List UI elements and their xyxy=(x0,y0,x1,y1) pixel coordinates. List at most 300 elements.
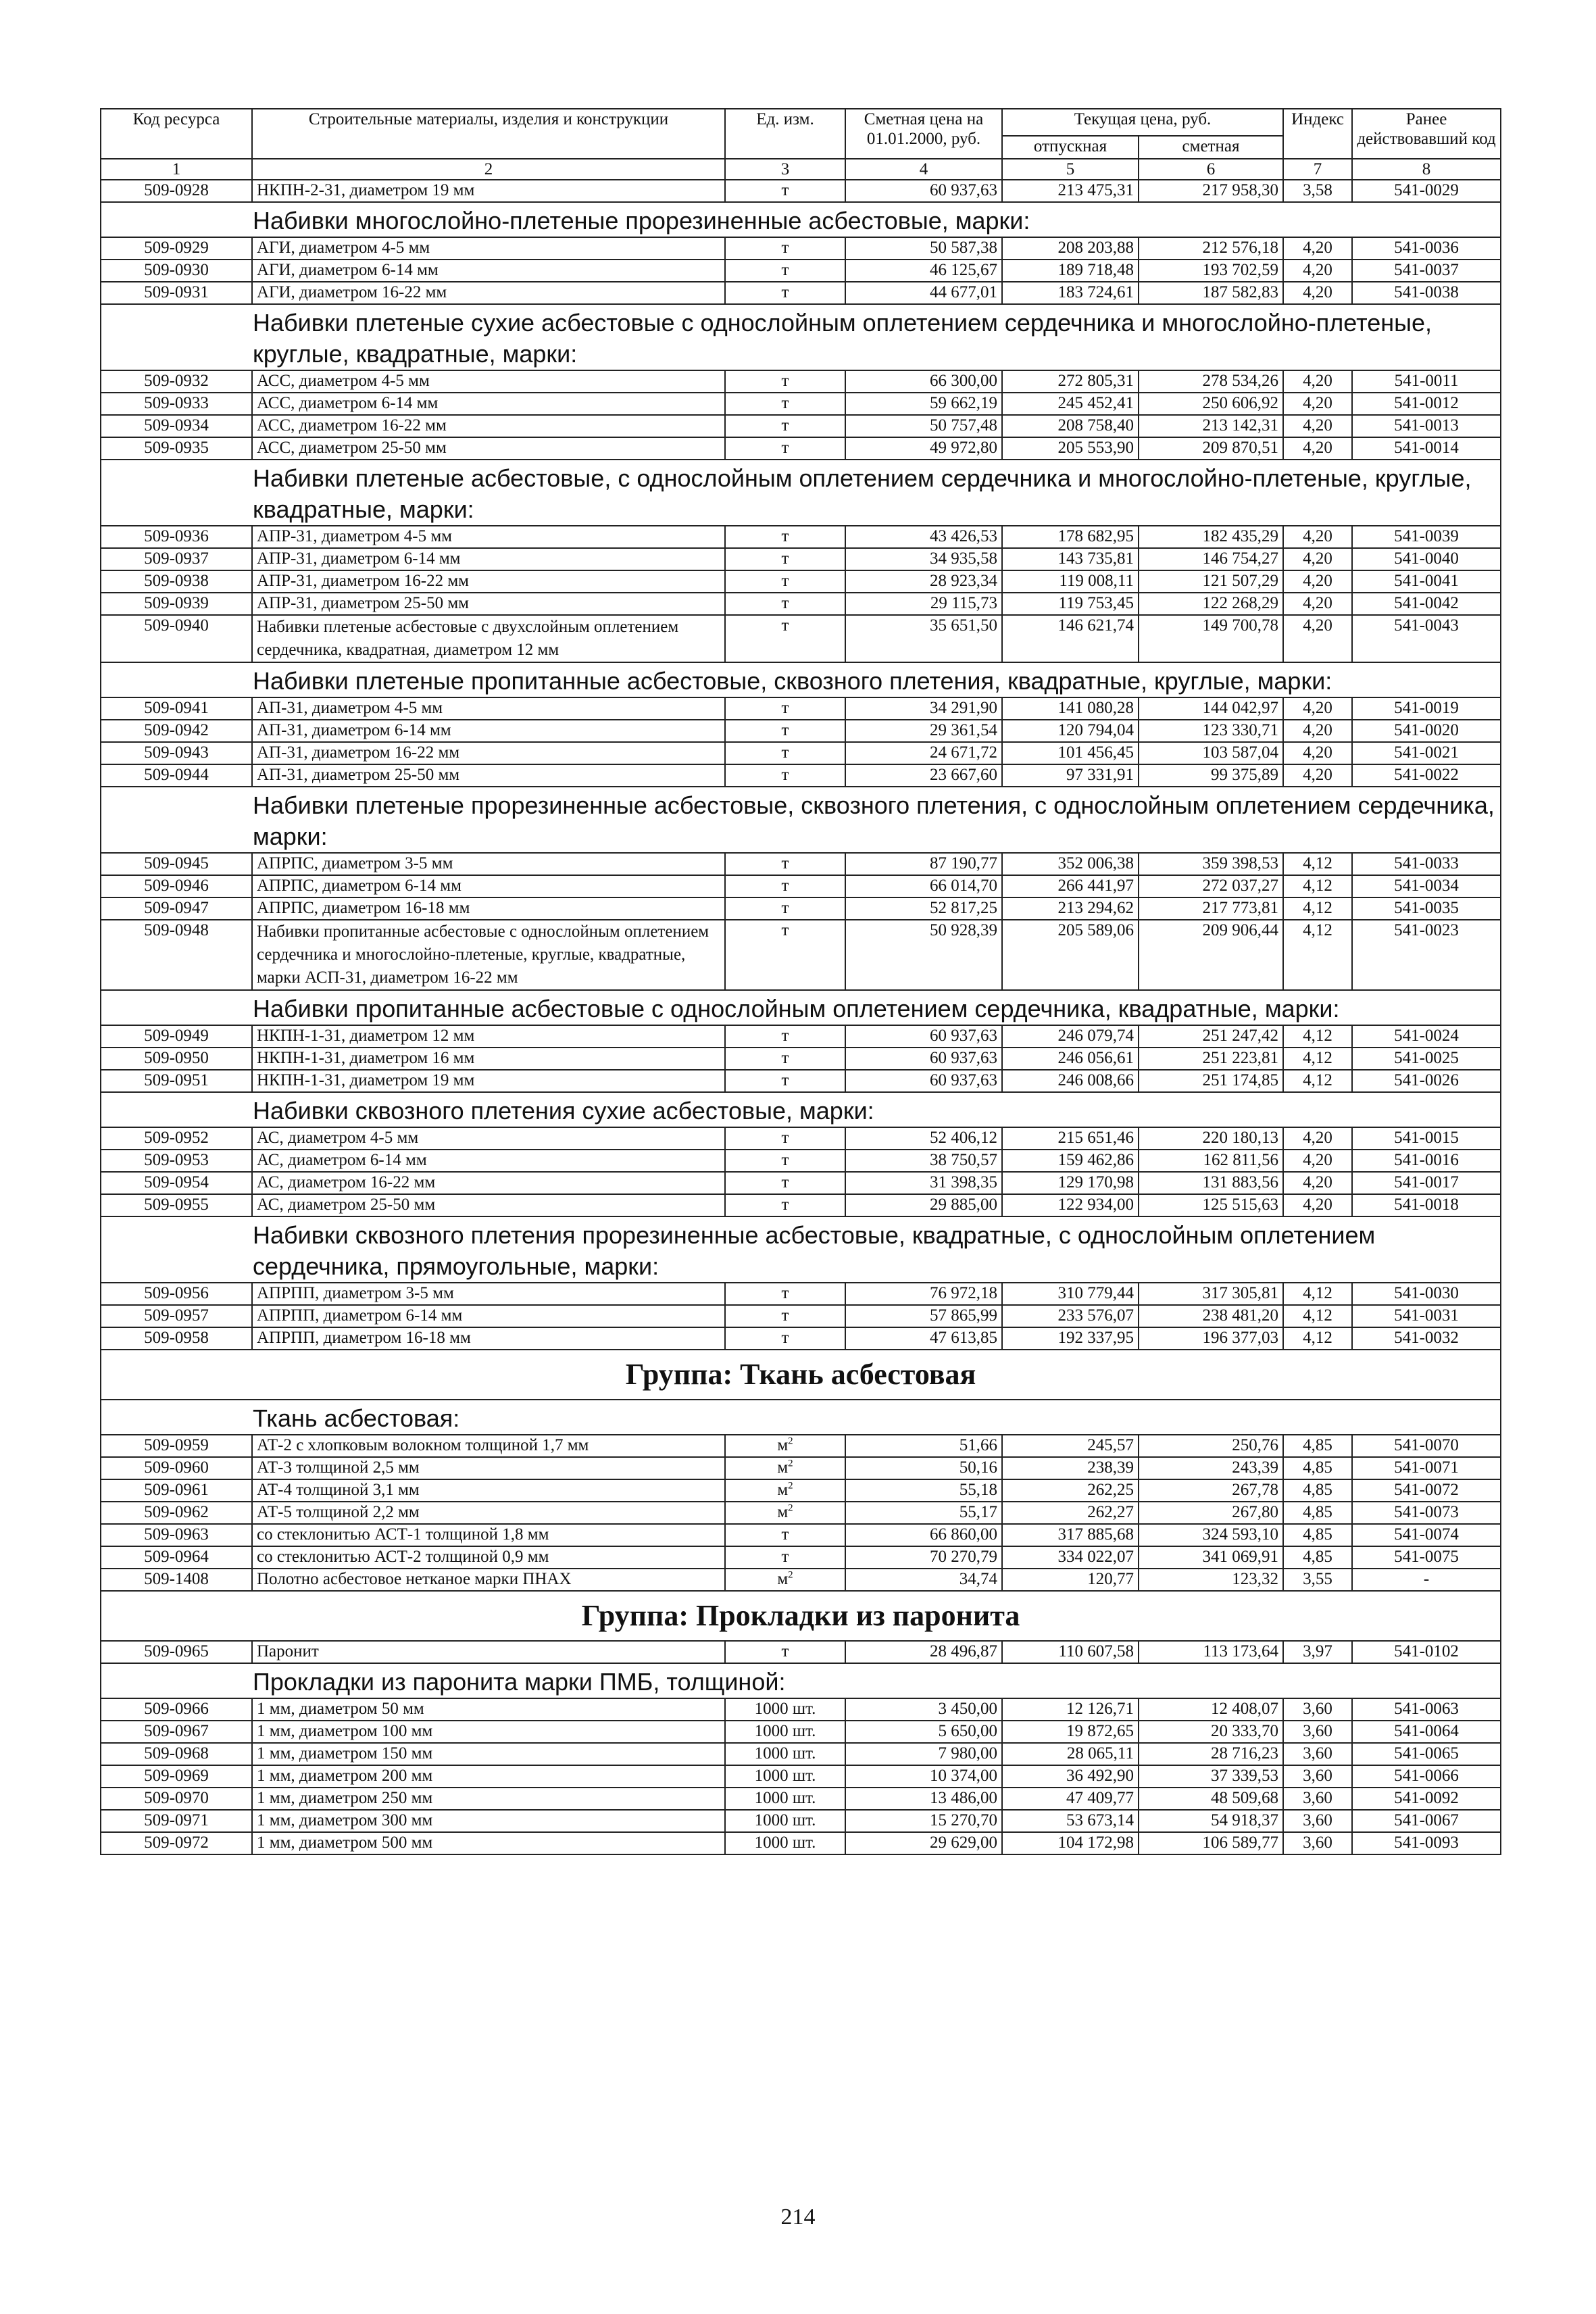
section-heading-row xyxy=(101,1400,1501,1435)
section-heading: Набивки плетеные сухие асбестовые с однослойным оплетением сердечника и многослойно-плетеные, круглые, квадратные, марки: xyxy=(101,304,1501,370)
price-2000: 59 662,19 xyxy=(845,393,1002,415)
resource-code: 509-0971 xyxy=(101,1810,252,1832)
wholesale-price: 266 441,97 xyxy=(1002,875,1139,897)
table-row xyxy=(101,1743,1501,1765)
wholesale-price: 213 294,62 xyxy=(1002,897,1139,920)
price-2000: 31 398,35 xyxy=(845,1172,1002,1194)
wholesale-price: 110 607,58 xyxy=(1002,1641,1139,1663)
unit-text: т xyxy=(781,283,789,301)
unit-text: т xyxy=(781,743,789,762)
old-code: 541-0074 xyxy=(1352,1524,1501,1546)
table-row xyxy=(101,1788,1501,1810)
unit-text: 1000 шт. xyxy=(754,1744,816,1763)
material-name: АП-31, диаметром 25-50 мм xyxy=(252,764,725,787)
price-index: 3,97 xyxy=(1283,1641,1352,1663)
price-index: 4,12 xyxy=(1283,853,1352,875)
price-index: 4,20 xyxy=(1283,570,1352,593)
wholesale-price: 246 008,66 xyxy=(1002,1070,1139,1092)
resource-code: 509-0956 xyxy=(101,1283,252,1305)
unit-cell xyxy=(725,897,845,920)
price-index: 4,20 xyxy=(1283,1150,1352,1172)
unit-text: м xyxy=(777,1503,789,1521)
column-number: 2 xyxy=(252,159,725,180)
unit-cell xyxy=(725,1283,845,1305)
unit-cell xyxy=(725,1305,845,1327)
section-heading: Набивки сквозного плетения прорезиненные асбестовые, квадратные, с однослойным оплетением сердечника, прямоугольные, марки: xyxy=(101,1216,1501,1283)
unit-cell xyxy=(725,1070,845,1092)
unit-text: м xyxy=(777,1481,789,1499)
wholesale-price: 205 553,90 xyxy=(1002,437,1139,460)
resource-code: 509-0940 xyxy=(101,615,252,662)
price-sheet xyxy=(100,108,1500,1855)
table-body xyxy=(101,180,1501,1854)
material-name: АГИ, диаметром 6-14 мм xyxy=(252,260,725,282)
price-index: 4,20 xyxy=(1283,548,1352,570)
wholesale-price: 129 170,98 xyxy=(1002,1172,1139,1194)
unit-cell xyxy=(725,1698,845,1721)
resource-code: 509-0964 xyxy=(101,1546,252,1569)
price-index: 4,20 xyxy=(1283,1194,1352,1216)
estimate-price: 37 339,53 xyxy=(1139,1765,1283,1788)
resource-code: 509-0954 xyxy=(101,1172,252,1194)
price-index: 4,85 xyxy=(1283,1546,1352,1569)
price-2000: 52 817,25 xyxy=(845,897,1002,920)
resource-code: 509-0946 xyxy=(101,875,252,897)
old-code: 541-0071 xyxy=(1352,1457,1501,1479)
unit-cell xyxy=(725,260,845,282)
estimate-price: 193 702,59 xyxy=(1139,260,1283,282)
column-number: 1 xyxy=(101,159,252,180)
wholesale-price: 205 589,06 xyxy=(1002,920,1139,990)
material-name: АП-31, диаметром 6-14 мм xyxy=(252,720,725,742)
unit-cell xyxy=(725,437,845,460)
estimate-price: 272 037,27 xyxy=(1139,875,1283,897)
price-index: 4,20 xyxy=(1283,1127,1352,1150)
unit-text: т xyxy=(781,1306,789,1325)
resource-code: 509-0967 xyxy=(101,1721,252,1743)
estimate-price: 250 606,92 xyxy=(1139,393,1283,415)
table-row xyxy=(101,415,1501,437)
price-index: 3,60 xyxy=(1283,1721,1352,1743)
resource-code: 509-0935 xyxy=(101,437,252,460)
unit-cell xyxy=(725,593,845,615)
material-name: АП-31, диаметром 4-5 мм xyxy=(252,697,725,720)
wholesale-price: 101 456,45 xyxy=(1002,742,1139,764)
old-code: 541-0013 xyxy=(1352,415,1501,437)
unit-text: м xyxy=(777,1436,789,1454)
price-2000: 3 450,00 xyxy=(845,1698,1002,1721)
wholesale-price: 192 337,95 xyxy=(1002,1327,1139,1350)
old-code: 541-0023 xyxy=(1352,920,1501,990)
estimate-price: 113 173,64 xyxy=(1139,1641,1283,1663)
price-index: 4,12 xyxy=(1283,920,1352,990)
wholesale-price: 189 718,48 xyxy=(1002,260,1139,282)
material-name: АТ-4 толщиной 3,1 мм xyxy=(252,1479,725,1502)
table-row xyxy=(101,1305,1501,1327)
unit-text: т xyxy=(781,854,789,872)
estimate-price: 99 375,89 xyxy=(1139,764,1283,787)
estimate-price: 278 534,26 xyxy=(1139,370,1283,393)
unit-text: м xyxy=(777,1458,789,1477)
price-index: 4,20 xyxy=(1283,720,1352,742)
resource-code: 509-0933 xyxy=(101,393,252,415)
old-code: 541-0021 xyxy=(1352,742,1501,764)
unit-cell xyxy=(725,1546,845,1569)
resource-code: 509-0932 xyxy=(101,370,252,393)
unit-text: т xyxy=(781,1049,789,1067)
price-2000: 66 014,70 xyxy=(845,875,1002,897)
unit-text: т xyxy=(781,699,789,717)
wholesale-price: 12 126,71 xyxy=(1002,1698,1139,1721)
resource-code: 509-0965 xyxy=(101,1641,252,1663)
price-2000: 60 937,63 xyxy=(845,180,1002,202)
material-name: 1 мм, диаметром 200 мм xyxy=(252,1765,725,1788)
unit-cell xyxy=(725,1457,845,1479)
price-2000: 15 270,70 xyxy=(845,1810,1002,1832)
price-index: 3,60 xyxy=(1283,1832,1352,1854)
price-2000: 60 937,63 xyxy=(845,1025,1002,1048)
unit-cell xyxy=(725,1172,845,1194)
resource-code: 509-0959 xyxy=(101,1435,252,1457)
section-heading: Ткань асбестовая: xyxy=(101,1400,1501,1435)
resource-code: 509-0939 xyxy=(101,593,252,615)
price-2000: 34,74 xyxy=(845,1569,1002,1591)
unit-cell xyxy=(725,1025,845,1048)
unit-exponent: 2 xyxy=(788,1569,793,1581)
estimate-price: 243,39 xyxy=(1139,1457,1283,1479)
estimate-price: 212 576,18 xyxy=(1139,237,1283,260)
material-name: АТ-3 толщиной 2,5 мм xyxy=(252,1457,725,1479)
material-name: НКПН-1-31, диаметром 12 мм xyxy=(252,1025,725,1048)
price-2000: 7 980,00 xyxy=(845,1743,1002,1765)
wholesale-price: 215 651,46 xyxy=(1002,1127,1139,1150)
unit-text: т xyxy=(781,594,789,612)
material-name: со стеклонитью АСТ-1 толщиной 1,8 мм xyxy=(252,1524,725,1546)
unit-text: т xyxy=(781,181,789,199)
estimate-price: 146 754,27 xyxy=(1139,548,1283,570)
unit-cell xyxy=(725,1435,845,1457)
price-index: 4,12 xyxy=(1283,1070,1352,1092)
old-code: 541-0067 xyxy=(1352,1810,1501,1832)
unit-text: 1000 шт. xyxy=(754,1767,816,1785)
old-code: 541-0073 xyxy=(1352,1502,1501,1524)
table-row xyxy=(101,1810,1501,1832)
resource-code: 509-0930 xyxy=(101,260,252,282)
unit-cell xyxy=(725,853,845,875)
unit-cell xyxy=(725,1150,845,1172)
unit-cell xyxy=(725,1327,845,1350)
wholesale-price: 141 080,28 xyxy=(1002,697,1139,720)
price-index: 4,85 xyxy=(1283,1502,1352,1524)
old-code: 541-0017 xyxy=(1352,1172,1501,1194)
price-index: 4,20 xyxy=(1283,237,1352,260)
price-2000: 55,17 xyxy=(845,1502,1002,1524)
unit-cell xyxy=(725,764,845,787)
material-name: НКПН-2-31, диаметром 19 мм xyxy=(252,180,725,202)
wholesale-price: 262,27 xyxy=(1002,1502,1139,1524)
wholesale-price: 120 794,04 xyxy=(1002,720,1139,742)
unit-text: т xyxy=(781,527,789,545)
estimate-price: 149 700,78 xyxy=(1139,615,1283,662)
unit-cell xyxy=(725,180,845,202)
unit-text: т xyxy=(781,921,789,939)
estimate-price: 220 180,13 xyxy=(1139,1127,1283,1150)
resource-code: 509-0948 xyxy=(101,920,252,990)
unit-cell xyxy=(725,526,845,548)
unit-cell xyxy=(725,393,845,415)
estimate-price: 123,32 xyxy=(1139,1569,1283,1591)
estimate-price: 217 958,30 xyxy=(1139,180,1283,202)
resource-code: 509-0962 xyxy=(101,1502,252,1524)
material-name: АПР-31, диаметром 16-22 мм xyxy=(252,570,725,593)
old-code: 541-0015 xyxy=(1352,1127,1501,1150)
old-code: 541-0022 xyxy=(1352,764,1501,787)
price-2000: 10 374,00 xyxy=(845,1765,1002,1788)
price-index: 3,60 xyxy=(1283,1810,1352,1832)
price-index: 4,20 xyxy=(1283,526,1352,548)
unit-cell xyxy=(725,282,845,304)
unit-cell xyxy=(725,570,845,593)
group-heading: Группа: Прокладки из паронита xyxy=(101,1591,1501,1641)
material-name: 1 мм, диаметром 100 мм xyxy=(252,1721,725,1743)
wholesale-price: 245,57 xyxy=(1002,1435,1139,1457)
resource-code: 509-0949 xyxy=(101,1025,252,1048)
unit-text: т xyxy=(781,372,789,390)
material-name: АПР-31, диаметром 25-50 мм xyxy=(252,593,725,615)
price-2000: 5 650,00 xyxy=(845,1721,1002,1743)
estimate-price: 162 811,56 xyxy=(1139,1150,1283,1172)
wholesale-price: 262,25 xyxy=(1002,1479,1139,1502)
material-name: со стеклонитью АСТ-2 толщиной 0,9 мм xyxy=(252,1546,725,1569)
price-2000: 49 972,80 xyxy=(845,437,1002,460)
material-name: Набивки плетеные асбестовые с двухслойным оплетением сердечника, квадратная, диаметром 12 мм xyxy=(252,615,725,662)
header-price-2000: Сметная цена на 01.01.2000, руб. xyxy=(845,109,1002,159)
resource-code: 509-0947 xyxy=(101,897,252,920)
price-2000: 51,66 xyxy=(845,1435,1002,1457)
price-index: 3,58 xyxy=(1283,180,1352,202)
unit-cell xyxy=(725,720,845,742)
estimate-price: 144 042,97 xyxy=(1139,697,1283,720)
material-name: АСС, диаметром 6-14 мм xyxy=(252,393,725,415)
estimate-price: 238 481,20 xyxy=(1139,1305,1283,1327)
estimate-price: 121 507,29 xyxy=(1139,570,1283,593)
resource-code: 509-0950 xyxy=(101,1048,252,1070)
old-code: 541-0039 xyxy=(1352,526,1501,548)
header-old-code: Ранее действовавший код xyxy=(1352,109,1501,159)
price-2000: 29 629,00 xyxy=(845,1832,1002,1854)
unit-cell xyxy=(725,1788,845,1810)
old-code: 541-0016 xyxy=(1352,1150,1501,1172)
table-row xyxy=(101,720,1501,742)
table-row xyxy=(101,237,1501,260)
material-name: 1 мм, диаметром 250 мм xyxy=(252,1788,725,1810)
estimate-price: 131 883,56 xyxy=(1139,1172,1283,1194)
unit-text: 1000 шт. xyxy=(754,1722,816,1740)
material-name: АС, диаметром 4-5 мм xyxy=(252,1127,725,1150)
column-number: 4 xyxy=(845,159,1002,180)
old-code: 541-0031 xyxy=(1352,1305,1501,1327)
old-code: 541-0014 xyxy=(1352,437,1501,460)
header-estimate: сметная xyxy=(1139,136,1283,159)
resource-code: 509-0938 xyxy=(101,570,252,593)
price-2000: 87 190,77 xyxy=(845,853,1002,875)
table-row xyxy=(101,1832,1501,1854)
section-heading: Прокладки из паронита марки ПМБ, толщиной: xyxy=(101,1663,1501,1698)
price-2000: 38 750,57 xyxy=(845,1150,1002,1172)
price-2000: 52 406,12 xyxy=(845,1127,1002,1150)
unit-exponent: 2 xyxy=(788,1480,793,1492)
resource-code: 509-0943 xyxy=(101,742,252,764)
old-code: 541-0035 xyxy=(1352,897,1501,920)
wholesale-price: 53 673,14 xyxy=(1002,1810,1139,1832)
estimate-price: 48 509,68 xyxy=(1139,1788,1283,1810)
section-heading-row xyxy=(101,304,1501,370)
material-name: АПР-31, диаметром 6-14 мм xyxy=(252,548,725,570)
old-code: 541-0038 xyxy=(1352,282,1501,304)
column-number: 6 xyxy=(1139,159,1283,180)
price-index: 4,85 xyxy=(1283,1457,1352,1479)
unit-text: т xyxy=(781,1525,789,1544)
price-2000: 57 865,99 xyxy=(845,1305,1002,1327)
estimate-price: 122 268,29 xyxy=(1139,593,1283,615)
material-name: Полотно асбестовое нетканое марки ПНАХ xyxy=(252,1569,725,1591)
table-header xyxy=(101,109,1501,180)
material-name: АСС, диаметром 4-5 мм xyxy=(252,370,725,393)
wholesale-price: 97 331,91 xyxy=(1002,764,1139,787)
wholesale-price: 233 576,07 xyxy=(1002,1305,1139,1327)
unit-text: т xyxy=(781,261,789,279)
table-row xyxy=(101,1569,1501,1591)
unit-cell xyxy=(725,615,845,662)
section-heading: Набивки многослойно-плетеные прорезиненные асбестовые, марки: xyxy=(101,202,1501,237)
price-index: 4,85 xyxy=(1283,1524,1352,1546)
unit-text: т xyxy=(781,1642,789,1660)
resource-code: 509-0953 xyxy=(101,1150,252,1172)
material-name: Набивки пропитанные асбестовые с однослойным оплетением сердечника и многослойно-плетеные, круглые, квадратные, марки АСП-31, диаметром 16-22 мм xyxy=(252,920,725,990)
price-index: 4,12 xyxy=(1283,1305,1352,1327)
table-row xyxy=(101,526,1501,548)
material-name: АПРПС, диаметром 3-5 мм xyxy=(252,853,725,875)
unit-text: т xyxy=(781,1196,789,1214)
resource-code: 509-0963 xyxy=(101,1524,252,1546)
header-code: Код ресурса xyxy=(101,109,252,159)
wholesale-price: 208 203,88 xyxy=(1002,237,1139,260)
price-2000: 34 291,90 xyxy=(845,697,1002,720)
wholesale-price: 104 172,98 xyxy=(1002,1832,1139,1854)
estimate-price: 187 582,83 xyxy=(1139,282,1283,304)
price-index: 4,20 xyxy=(1283,615,1352,662)
unit-exponent: 2 xyxy=(788,1435,793,1447)
price-index: 4,20 xyxy=(1283,697,1352,720)
estimate-price: 267,80 xyxy=(1139,1502,1283,1524)
unit-text: т xyxy=(781,616,789,635)
estimate-price: 251 174,85 xyxy=(1139,1070,1283,1092)
old-code: 541-0024 xyxy=(1352,1025,1501,1048)
wholesale-price: 208 758,40 xyxy=(1002,415,1139,437)
estimate-price: 106 589,77 xyxy=(1139,1832,1283,1854)
price-2000: 29 885,00 xyxy=(845,1194,1002,1216)
wholesale-price: 183 724,61 xyxy=(1002,282,1139,304)
old-code: 541-0012 xyxy=(1352,393,1501,415)
price-index: 4,12 xyxy=(1283,1048,1352,1070)
unit-cell xyxy=(725,742,845,764)
table-row xyxy=(101,393,1501,415)
resource-code: 509-0952 xyxy=(101,1127,252,1150)
group-heading-row xyxy=(101,1591,1501,1641)
old-code: 541-0033 xyxy=(1352,853,1501,875)
table-row xyxy=(101,570,1501,593)
unit-text: т xyxy=(781,1548,789,1566)
resource-code: 509-0969 xyxy=(101,1765,252,1788)
price-2000: 29 115,73 xyxy=(845,593,1002,615)
old-code: 541-0025 xyxy=(1352,1048,1501,1070)
table-row xyxy=(101,1283,1501,1305)
table-row xyxy=(101,1721,1501,1743)
old-code: 541-0030 xyxy=(1352,1283,1501,1305)
table-row xyxy=(101,897,1501,920)
old-code: 541-0034 xyxy=(1352,875,1501,897)
old-code: 541-0075 xyxy=(1352,1546,1501,1569)
table-row xyxy=(101,437,1501,460)
old-code: 541-0037 xyxy=(1352,260,1501,282)
header-current-price: Текущая цена, руб. xyxy=(1002,109,1283,136)
material-name: АПРПП, диаметром 6-14 мм xyxy=(252,1305,725,1327)
estimate-price: 324 593,10 xyxy=(1139,1524,1283,1546)
resource-code: 509-0944 xyxy=(101,764,252,787)
resource-code: 509-0936 xyxy=(101,526,252,548)
material-name: АСС, диаметром 25-50 мм xyxy=(252,437,725,460)
unit-cell xyxy=(725,1127,845,1150)
price-2000: 60 937,63 xyxy=(845,1070,1002,1092)
resource-code: 509-0937 xyxy=(101,548,252,570)
resource-code: 509-0957 xyxy=(101,1305,252,1327)
unit-exponent: 2 xyxy=(788,1458,793,1469)
resource-code: 509-0934 xyxy=(101,415,252,437)
table-row xyxy=(101,1457,1501,1479)
price-index: 3,60 xyxy=(1283,1788,1352,1810)
old-code: 541-0102 xyxy=(1352,1641,1501,1663)
unit-cell xyxy=(725,1721,845,1743)
material-name: АПРПП, диаметром 3-5 мм xyxy=(252,1283,725,1305)
wholesale-price: 310 779,44 xyxy=(1002,1283,1139,1305)
section-heading: Набивки пропитанные асбестовые с однослойным оплетением сердечника, квадратные, марки: xyxy=(101,990,1501,1025)
price-2000: 66 300,00 xyxy=(845,370,1002,393)
estimate-price: 317 305,81 xyxy=(1139,1283,1283,1305)
material-name: 1 мм, диаметром 300 мм xyxy=(252,1810,725,1832)
unit-cell xyxy=(725,1524,845,1546)
resource-code: 509-0945 xyxy=(101,853,252,875)
estimate-price: 103 587,04 xyxy=(1139,742,1283,764)
price-index: 3,60 xyxy=(1283,1765,1352,1788)
unit-text: т xyxy=(781,1329,789,1347)
wholesale-price: 238,39 xyxy=(1002,1457,1139,1479)
estimate-price: 196 377,03 xyxy=(1139,1327,1283,1350)
wholesale-price: 317 885,68 xyxy=(1002,1524,1139,1546)
estimate-price: 209 906,44 xyxy=(1139,920,1283,990)
resource-code: 509-0966 xyxy=(101,1698,252,1721)
material-name: НКПН-1-31, диаметром 19 мм xyxy=(252,1070,725,1092)
price-2000: 44 677,01 xyxy=(845,282,1002,304)
price-index: 4,20 xyxy=(1283,370,1352,393)
table-row xyxy=(101,764,1501,787)
unit-cell xyxy=(725,1765,845,1788)
table-row xyxy=(101,1502,1501,1524)
table-row xyxy=(101,593,1501,615)
old-code: 541-0093 xyxy=(1352,1832,1501,1854)
table-row xyxy=(101,1524,1501,1546)
group-heading: Группа: Ткань асбестовая xyxy=(101,1350,1501,1400)
price-index: 3,60 xyxy=(1283,1698,1352,1721)
